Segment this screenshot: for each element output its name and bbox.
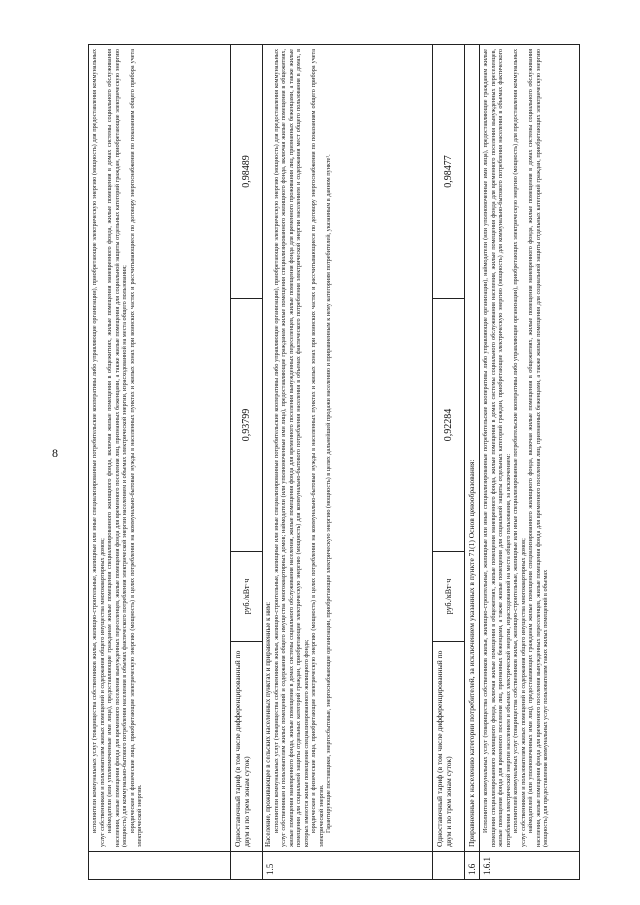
paragraph: исполнители коммунальных услуг (товарищества собственников жилья, жилищно-строительные, жилищные или иные специализированные потребительские кооперативы либо управляющие организации), приобретающие электрическую энергию (мощность) для предоставления коммунальных услуг собственникам и пользователям жилых помещений и содержания общего имущества многоквартирных домов; xyxy=(91,48,106,847)
tariff-table-page xyxy=(88,45,580,880)
row-number: 1.6 xyxy=(465,852,480,880)
paragraph: юридические и физические лица, приобретающие электрическую энергию (мощность) в целях потребления на коммунально-бытовые нужды в населенных пунктах и жилых зонах при воинских частях и рассчитывающиеся по договору энергоснабжения по показаниям общего прибора учета электрической энергии. xyxy=(128,48,143,847)
table-row xyxy=(263,44,433,879)
paragraph: наймодателей (или уполномоченных ими лиц), предоставляющих гражданам жилые помещения специализированного жилищного фонда, включая жилые помещения в общежитиях, жилые помещения маневренного фонда, жилые помещения в домах системы социального обслуживания населения, жилые помещения фонда для временного поселения вынужденных переселенцев, жилые помещения фонда для временного поселения лиц, признанных беженцами, а также жилые помещения для социальной защиты отдельных категорий граждан, приобретающих электрическую энергию (мощность) для предоставления коммунальных услуг пользователям таких жилых помещений в объемах xyxy=(527,48,549,847)
row-text-cell xyxy=(480,44,580,851)
tariff-label: Одноставочный тариф (в том числе дифференцированный по двум и по трем зонам суток) xyxy=(231,642,263,852)
row-number: 1.6.1 xyxy=(480,852,580,880)
tariff-row xyxy=(231,44,263,879)
page-number: 8 xyxy=(52,446,58,460)
row-text-cell xyxy=(263,44,433,851)
row-number-cell xyxy=(89,852,231,880)
paragraph: юридические и физические лица, приобретающие электрическую энергию (мощность) в целях потребления на коммунально-бытовые нужды в населенных пунктах и жилых зонах при воинских частях и рассчитывающиеся по договору энергоснабжения по показаниям общего прибора учета электрической энергии. xyxy=(310,48,325,847)
paragraph: Исполнители коммунальных услуг (товарищества собственников жилья, жилищно-строительные, жилищные или иные специализированные потребительские кооперативы либо управляющие организации), наймодатели (или уполномоченные ими лица), предоставляющие гражданам жилые помещения специализированного жилищного фонда, включая жилые помещения в общежитиях, жилые помещения маневренного фонда, жилые помещения в домах системы социального обслуживания населения, жилые помещения фонда для временного поселения вынужденных переселенцев, жилые помещения фонда для временного поселения лиц, признанных беженцами, а также жилые помещения для социальной защиты отдельных категорий граждан, приобретающие электрическую энергию (мощность) для коммунально-бытового потребления населения в объемах фактического потребления электрической энергии населением и объемах электрической энергии, израсходованной на места общего пользования, за исключением: xyxy=(482,48,512,847)
tariff-table xyxy=(88,44,580,880)
table-row xyxy=(480,44,580,879)
value-cell: 0,98477 xyxy=(433,44,465,298)
paragraph: Гарантирующие поставщики, энергосбытовые, энергоснабжающие организации, приобретающие электрическую энергию (мощность) в целях дальнейшей продажи населению и приравненным к нему категориям потребителей, указанным в данном пункте¹. xyxy=(325,154,332,833)
paragraph: исполнителей коммунальных услуг (товарищества собственников жилья, жилищно-строительные, жилищные или иные специализированные потребительские кооперативы либо управляющие организации), приобретающих электрическую энергию (мощность) для предоставления коммунальных услуг собственникам и пользователям жилых помещений и содержания общего имущества многоквартирных домов; xyxy=(512,48,527,847)
value-cell: 0,93799 xyxy=(231,299,263,552)
paragraph: исполнители коммунальных услуг (товарищества собственников жилья, жилищно-строительные, жилищные или иные специализированные потребительские кооперативы либо управляющие организации), приобретающие электрическую энергию (мощность) для предоставления коммунальных услуг собственникам и пользователям жилых помещений и содержания общего имущества многоквартирных домов; наймодатели (или уполномоченные ими лица), предоставляющие гражданам жилые помещения специализированного жилищного фонда, включая жилые помещения в общежитиях, жилые помещения маневренного фонда, жилые помещения в домах системы социального обслуживания населения, жилые помещения фонда для временного поселения вынужденных переселенцев, жилые помещения фонда для временного проживания лиц, признанных беженцами, а также жилые помещения для социальной защиты отдельных категорий граждан, приобретающие электрическую энергию (мощность) для коммунально-бытового потребления населения в объемах фактического потребления электрической энергии населением и содержания мест общего пользования в домах, в которых имеются жилые помещения специализированного жилищного фонда; xyxy=(272,48,310,847)
unit-cell: руб./кВт·ч xyxy=(231,552,263,642)
tariff-row xyxy=(433,44,465,879)
value-cell: 0,92284 xyxy=(433,299,465,552)
row-number: 1.5 xyxy=(263,852,433,880)
table-row xyxy=(89,44,231,879)
unit-cell: руб./кВт·ч xyxy=(433,552,465,642)
table-row xyxy=(465,44,480,879)
row-heading: Население, проживающее в сельских населенных пунктах и приравненные к ним: xyxy=(264,601,272,847)
paragraph: наймодатели (или уполномоченные ими лица), предоставляющие гражданам жилые помещения специализированного жилищного фонда, включая жилые помещения в общежитиях, жилые помещения маневренного фонда, жилые помещения в домах системы социального обслуживания населения, жилые помещения фонда для временного поселения вынужденных переселенцев, жилые помещения фонда для временного поселения лиц, признанных беженцами, а также жилые помещения для социальной защиты отдельных категорий граждан, приобретающие электрическую энергию (мощность) для коммунально-бытового потребления населения в объемах фактического потребления электрической энергии населением и объемах электрической энергии, израсходованной на места общего пользования; xyxy=(106,48,128,847)
tariff-label: Одноставочный тариф (в том числе дифференцированный по двум и по трем зонам суток) xyxy=(433,642,465,852)
value-cell: 0,98489 xyxy=(231,44,263,298)
row-text-cell xyxy=(89,44,231,851)
row-heading: Приравненные к населению категории потребителей, за исключением указанных в пункте 71(1) Основ ценообразования: xyxy=(465,44,480,851)
